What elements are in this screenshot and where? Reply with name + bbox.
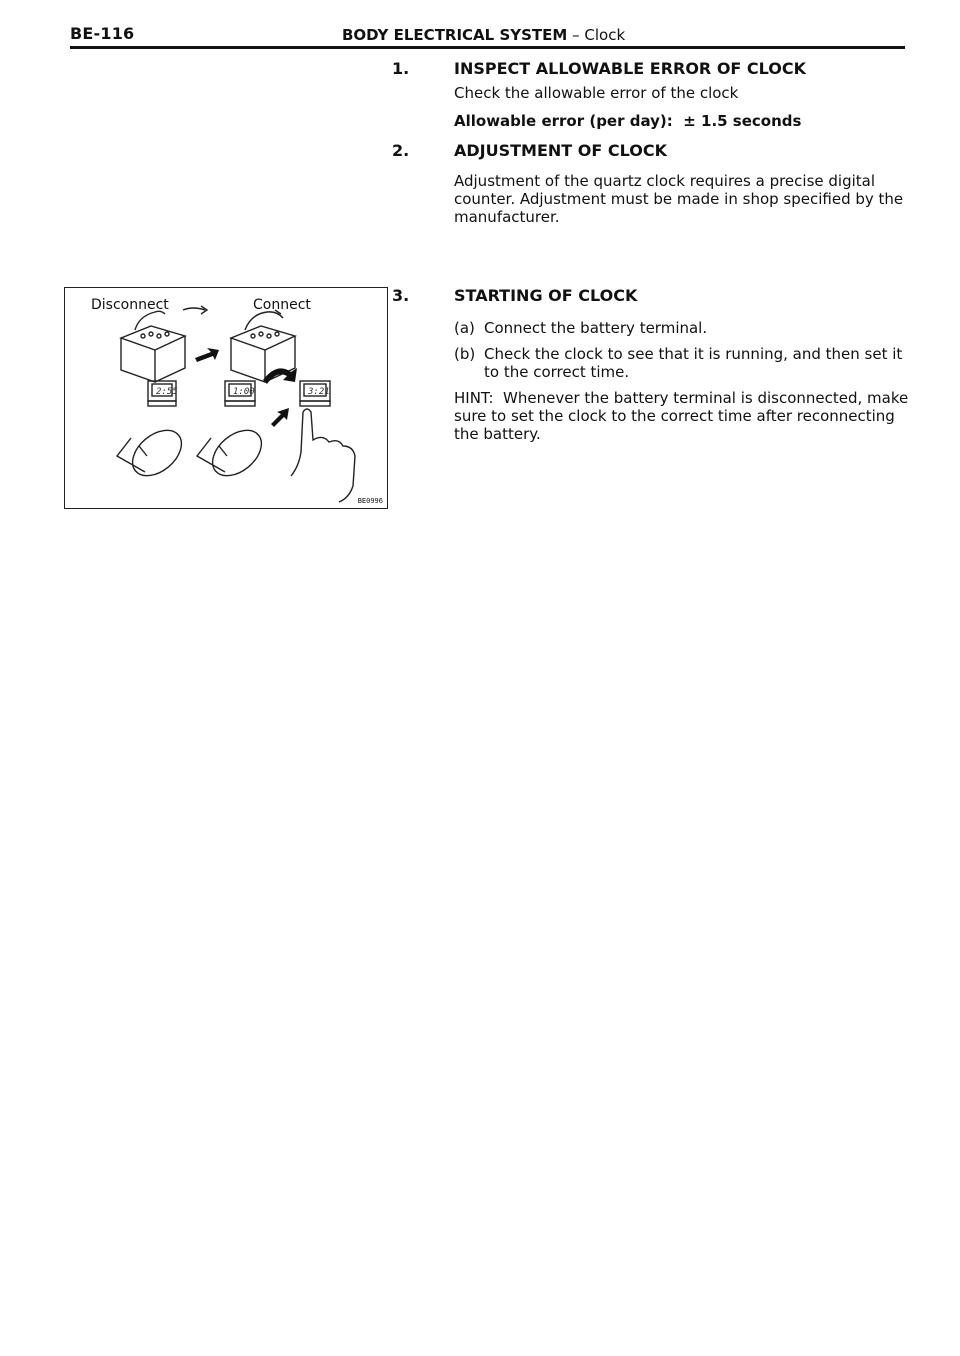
clock-display-2: 1:00 <box>233 387 255 397</box>
substep-text: Connect the battery terminal. <box>484 319 708 337</box>
spec-line <box>454 112 801 130</box>
substep-marker: (b) <box>454 345 476 363</box>
substep-text: Check the clock to see that it is running, and then set it to the correct time. <box>484 345 903 381</box>
hand-icon <box>291 409 355 502</box>
section-title <box>342 26 625 44</box>
steering-wheel-icon <box>117 421 190 485</box>
steering-wheel-icon <box>197 421 270 485</box>
header-rule <box>70 46 905 49</box>
page-header <box>70 20 905 50</box>
section-name: BODY ELECTRICAL SYSTEM <box>342 26 568 44</box>
arrow-right-icon <box>195 348 219 362</box>
hint-label: HINT: <box>454 389 494 407</box>
step-number: 1. <box>392 59 410 78</box>
clamp-icon <box>183 308 205 310</box>
connect-label: Connect <box>253 297 311 313</box>
page-number: BE-116 <box>70 24 135 43</box>
hint-text: Whenever the battery terminal is disconnected, make sure to set the clock to the correct time after reconnecting the battery. <box>454 389 909 443</box>
step-title: ADJUSTMENT OF CLOCK <box>454 141 667 160</box>
substep-marker: (a) <box>454 319 475 337</box>
spec-value: ± 1.5 seconds <box>683 112 802 130</box>
figure-drawing <box>65 288 386 507</box>
step-text: Check the allowable error of the clock <box>454 84 739 102</box>
curved-arrow-icon <box>263 368 297 384</box>
subsection-name: Clock <box>584 26 626 44</box>
step-title: STARTING OF CLOCK <box>454 286 638 305</box>
arrow-up-right-icon <box>271 408 289 427</box>
hint <box>454 389 909 443</box>
step-number: 3. <box>392 286 410 305</box>
step-number: 2. <box>392 141 410 160</box>
disconnect-label: Disconnect <box>91 297 169 313</box>
clock-start-figure <box>64 287 388 509</box>
clock-display-3: 3:21 <box>308 387 330 397</box>
spec-label: Allowable error (per day): <box>454 112 673 130</box>
battery-icon <box>121 311 185 382</box>
step-text: Adjustment of the quartz clock requires a precise digital counter. Adjustment must be made in shop specified by the manufacturer. <box>454 172 904 226</box>
figure-code: BE0996 <box>357 497 383 505</box>
step-title: INSPECT ALLOWABLE ERROR OF CLOCK <box>454 59 807 78</box>
clock-display-1: 2:55 <box>156 387 178 397</box>
section-separator: – <box>567 26 585 44</box>
